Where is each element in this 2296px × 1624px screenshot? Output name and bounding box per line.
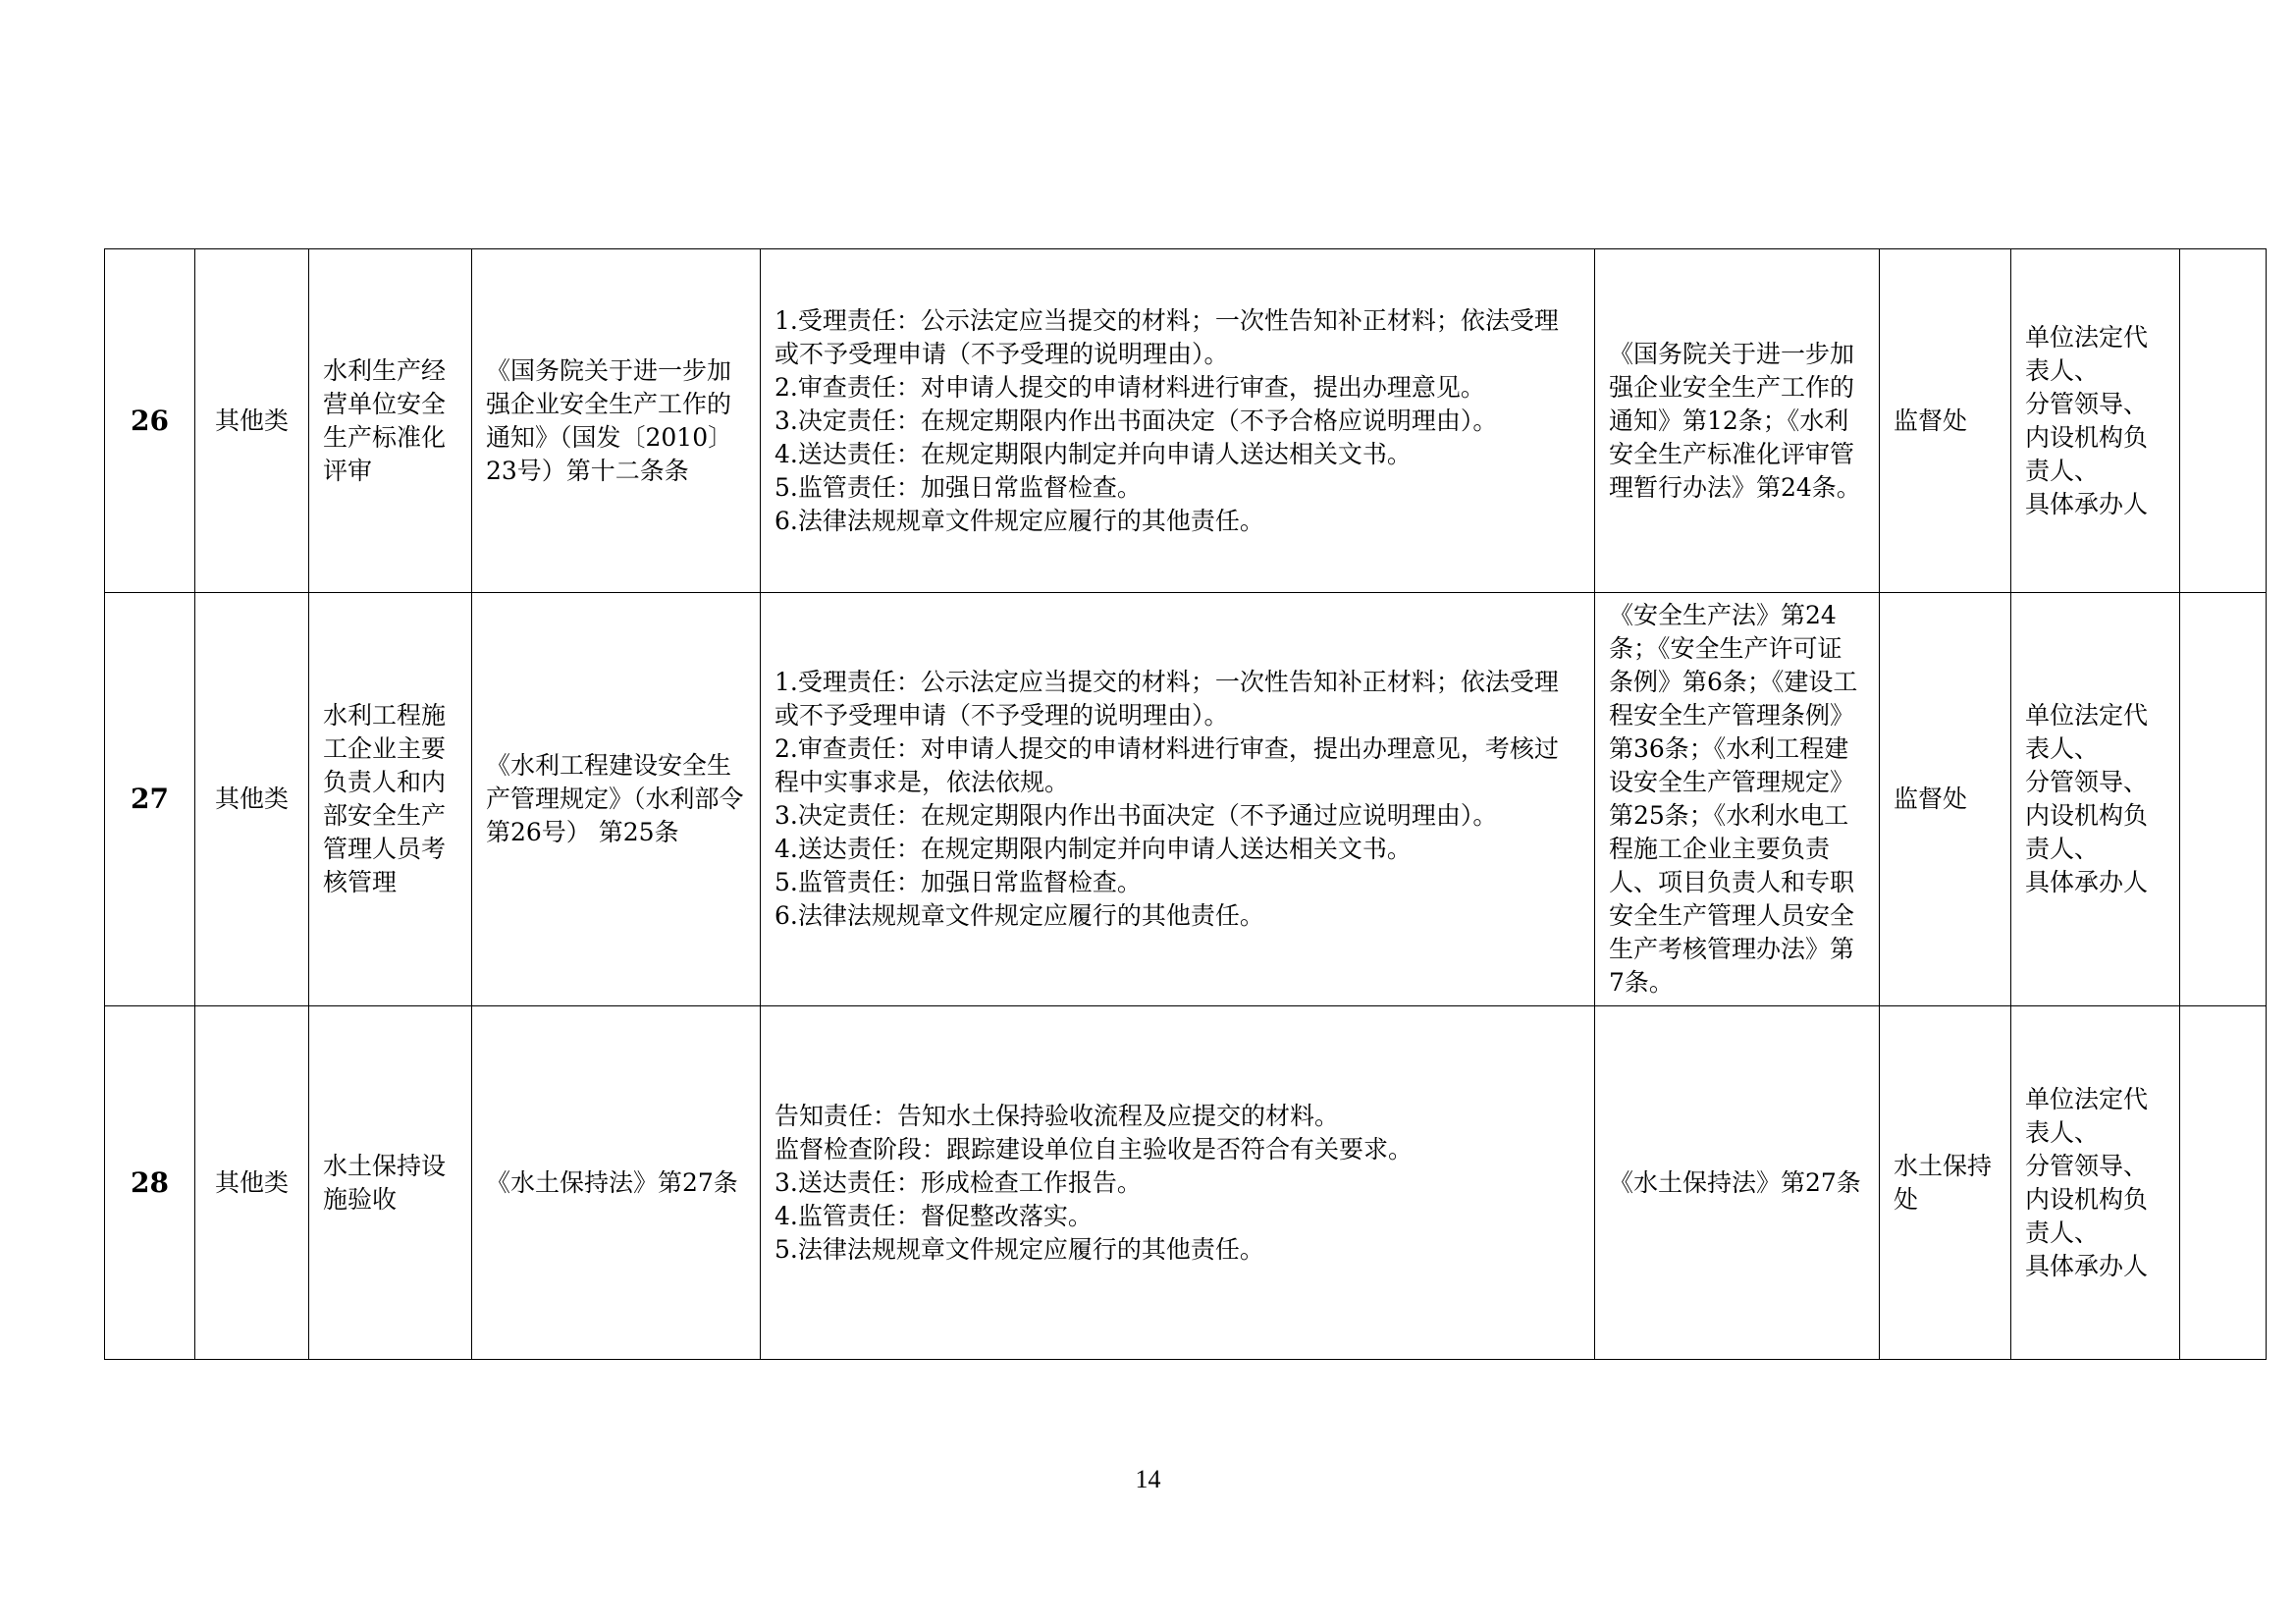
duty-line: 3.送达责任：形成检查工作报告。 [774,1167,1142,1197]
row-category: 其他类 [195,1006,309,1360]
row-remarks [2180,593,2267,1006]
table-row [105,249,2267,593]
page-number: 14 [1135,1465,1161,1493]
row-number: 26 [105,249,195,593]
responsible-person: 单位法定代表人、 [2025,701,2149,763]
responsible-person: 内设机构负责人、 [2025,801,2149,863]
responsible-person: 具体承办人 [2025,489,2149,518]
duty-line: 6.法律法规规章文件规定应履行的其他责任。 [774,506,1264,535]
row-duties [761,1006,1595,1360]
duty-line: 5.监管责任：加强日常监督检查。 [774,868,1142,896]
row-item-name: 水利生产经营单位安全生产标准化评审 [309,249,472,593]
duty-line: 3.决定责任：在规定期限内作出书面决定（不予合格应说明理由）。 [774,406,1498,435]
duty-line: 1.受理责任：公示法定应当提交的材料；一次性告知补正材料；依法受理或不予受理申请（不予受理的说明理由）。 [774,305,1559,368]
row-remarks [2180,249,2267,593]
row-responsible-persons [2011,1006,2180,1360]
duty-line: 告知责任：告知水土保持验收流程及应提交的材料。 [774,1101,1340,1130]
duty-line: 监督检查阶段：跟踪建设单位自主验收是否符合有关要求。 [774,1134,1414,1164]
duty-line: 4.送达责任：在规定期限内制定并向申请人送达相关文书。 [774,439,1412,468]
duty-line: 2.审查责任：对申请人提交的申请材料进行审查，提出办理意见。 [774,372,1485,402]
row-item-name: 水土保持设施验收 [309,1006,472,1360]
responsibility-table [104,248,2267,1360]
row-category: 其他类 [195,593,309,1006]
responsible-person: 分管领导、 [2025,1151,2149,1180]
row-basis: 《国务院关于进一步加强企业安全生产工作的通知》（国发〔2010〕23号）第十二条条 [472,249,761,593]
row-department: 监督处 [1880,249,2011,593]
duty-line: 4.监管责任：督促整改落实。 [774,1201,1093,1230]
row-responsible-persons [2011,593,2180,1006]
responsible-person: 分管领导、 [2025,768,2149,796]
responsible-person: 具体承办人 [2025,1251,2149,1280]
table-row [105,593,2267,1006]
responsible-person: 具体承办人 [2025,868,2149,896]
row-department: 水土保持处 [1880,1006,2011,1360]
duty-line: 6.法律法规规章文件规定应履行的其他责任。 [774,901,1264,930]
duty-line: 2.审查责任：对申请人提交的申请材料进行审查，提出办理意见，考核过程中实事求是，依法依规。 [774,734,1559,796]
row-duties [761,249,1595,593]
row-basis: 《水土保持法》第27条 [472,1006,761,1360]
duty-line: 4.送达责任：在规定期限内制定并向申请人送达相关文书。 [774,835,1412,863]
row-category: 其他类 [195,249,309,593]
row-number: 27 [105,593,195,1006]
row-accountability-basis: 《国务院关于进一步加强企业安全生产工作的通知》第12条；《水利安全生产标准化评审管理暂行办法》第24条。 [1595,249,1880,593]
duty-line: 3.决定责任：在规定期限内作出书面决定（不予通过应说明理由）。 [774,801,1498,830]
responsible-person: 内设机构负责人、 [2025,422,2149,485]
responsible-person: 分管领导、 [2025,389,2149,418]
responsible-person: 内设机构负责人、 [2025,1184,2149,1247]
duty-line: 5.法律法规规章文件规定应履行的其他责任。 [774,1234,1264,1264]
responsible-person: 单位法定代表人、 [2025,1084,2149,1147]
row-remarks [2180,1006,2267,1360]
row-responsible-persons [2011,249,2180,593]
row-basis: 《水利工程建设安全生产管理规定》（水利部令第26号） 第25条 [472,593,761,1006]
row-department: 监督处 [1880,593,2011,1006]
table-row [105,1006,2267,1360]
row-duties [761,593,1595,1006]
row-accountability-basis: 《安全生产法》第24条；《安全生产许可证条例》第6条；《建设工程安全生产管理条例》第36条；《水利工程建设安全生产管理规定》第25条；《水利水电工程施工企业主要负责人、项目负责人和专职安全生产管理人员安全生产考核管理办法》第7条。 [1595,593,1880,1006]
row-number: 28 [105,1006,195,1360]
row-item-name: 水利工程施工企业主要负责人和内部安全生产管理人员考核管理 [309,593,472,1006]
responsible-person: 单位法定代表人、 [2025,322,2149,385]
duty-line: 1.受理责任：公示法定应当提交的材料；一次性告知补正材料；依法受理或不予受理申请（不予受理的说明理由）。 [774,668,1559,730]
row-accountability-basis: 《水土保持法》第27条 [1595,1006,1880,1360]
duty-line: 5.监管责任：加强日常监督检查。 [774,472,1142,502]
